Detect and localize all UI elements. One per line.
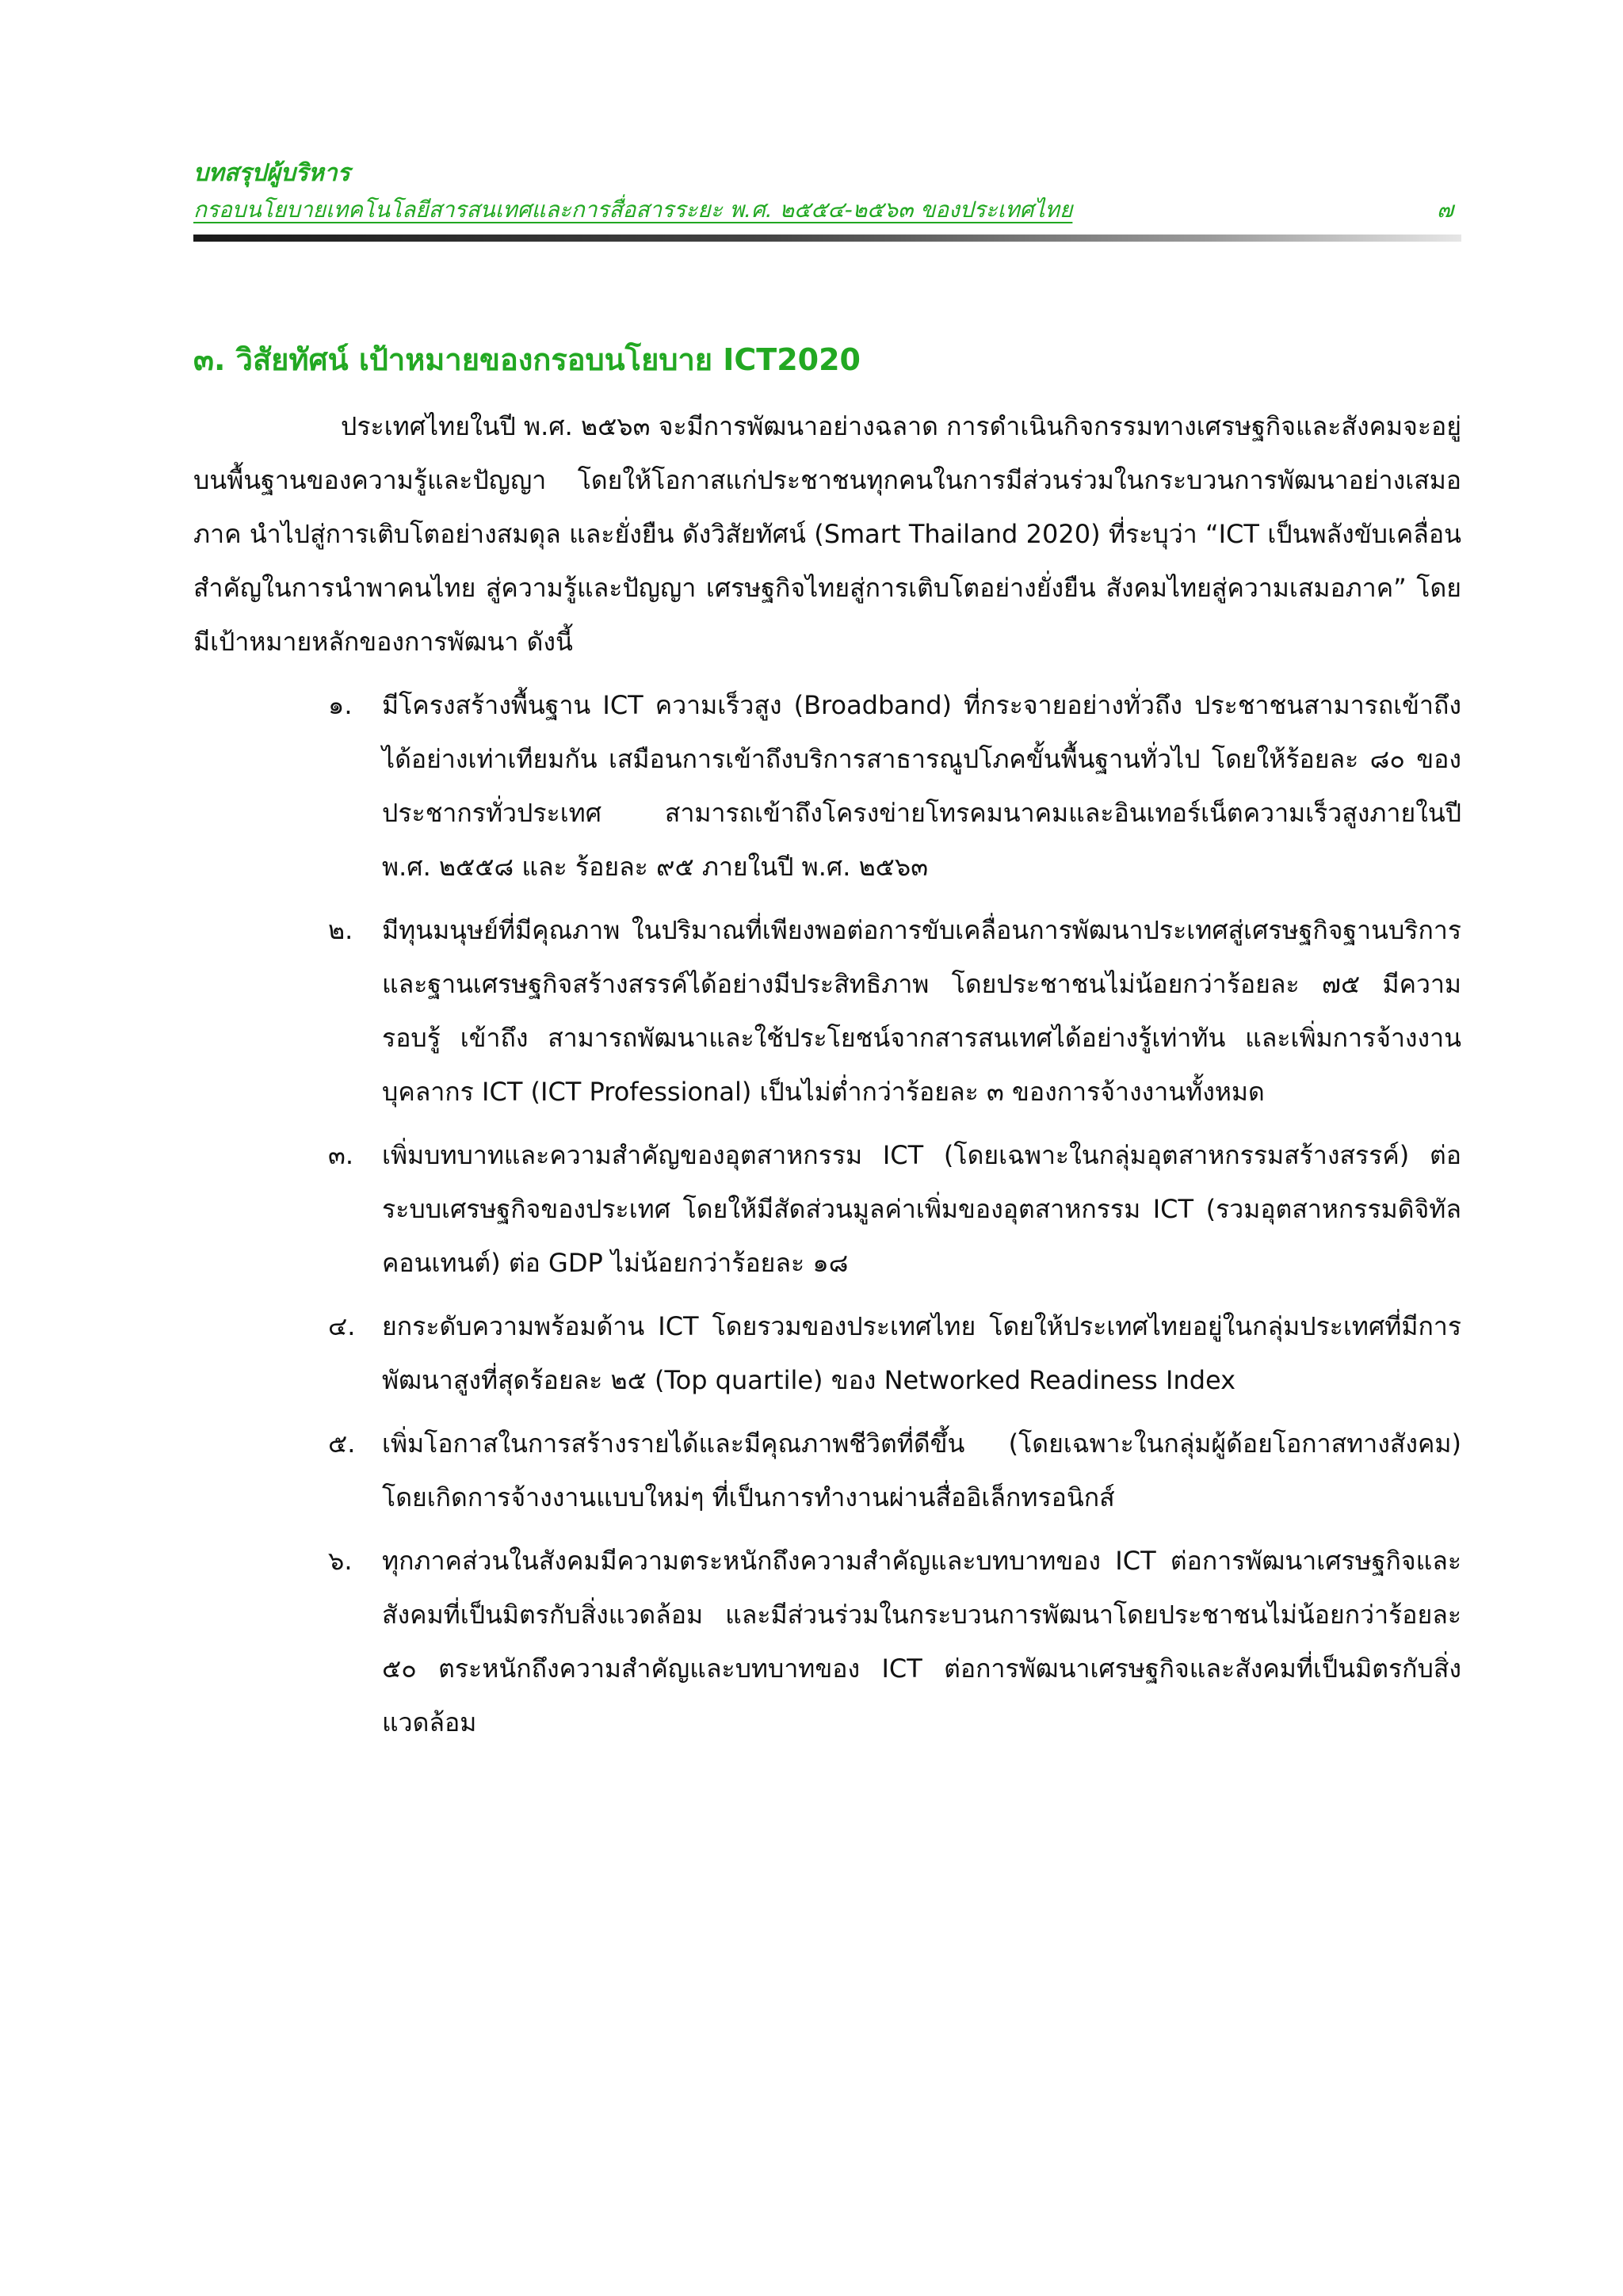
goal-text: ทุกภาคส่วนในสังคมมีความตระหนักถึงความสำคัญและบทบาทของ ICT ต่อการพัฒนาเศรษฐกิจและสังคมที่เป็นมิตรกับสิ่งแวดล้อม และมีส่วนร่วมในกระบวนการพัฒนาโดยประชาชนไม่น้อยกว่าร้อยละ ๕๐ ตระหนักถึงความสำคัญและบทบาทของ ICT ต่อการพัฒนาเศรษฐกิจและสังคมที่เป็นมิตรกับสิ่งแวดล้อม <box>382 1546 1461 1737</box>
goal-text: เพิ่มโอกาสในการสร้างรายได้และมีคุณภาพชีวิตที่ดีขึ้น (โดยเฉพาะในกลุ่มผู้ด้อยโอกาสทางสังคม) โดยเกิดการจ้างงานแบบใหม่ๆ ที่เป็นการทำงานผ่านสื่ออิเล็กทรอนิกส์ <box>382 1428 1461 1512</box>
goal-number: ๓. <box>328 1140 354 1170</box>
page-number: ๗ <box>1436 196 1453 223</box>
goal-text: มีทุนมนุษย์ที่มีคุณภาพ ในปริมาณที่เพียงพอต่อการขับเคลื่อนการพัฒนาประเทศสู่เศรษฐกิจฐานบริการและฐานเศรษฐกิจสร้างสรรค์ได้อย่างมีประสิทธิภาพ โดยประชาชนไม่น้อยกว่าร้อยละ ๗๕ มีความรอบรู้ เข้าถึง สามารถพัฒนาและใช้ประโยชน์จากสารสนเทศได้อย่างรู้เท่าทัน และเพิ่มการจ้างงานบุคลากร ICT (ICT Professional) เป็นไม่ต่ำกว่าร้อยละ ๓ ของการจ้างงานทั้งหมด <box>382 915 1461 1107</box>
goal-number: ๑. <box>328 690 353 720</box>
goal-item-1 <box>193 678 1461 894</box>
goal-item-4 <box>193 1299 1461 1407</box>
page-header <box>193 155 1469 228</box>
section-heading: ๓. วิสัยทัศน์ เป้าหมายของกรอบนโยบาย ICT2020 <box>193 342 861 377</box>
goal-text: เพิ่มบทบาทและความสำคัญของอุตสาหกรรม ICT (โดยเฉพาะในกลุ่มอุตสาหกรรมสร้างสรรค์) ต่อระบบเศรษฐกิจของประเทศ โดยให้มีสัดส่วนมูลค่าเพิ่มของอุตสาหกรรม ICT (รวมอุตสาหกรรมดิจิทัลคอนเทนต์) ต่อ GDP ไม่น้อยกว่าร้อยละ ๑๘ <box>382 1140 1461 1278</box>
header-subtitle: กรอบนโยบายเทคโนโลยีสารสนเทศและการสื่อสารระยะ พ.ศ. ๒๕๕๔-๒๕๖๓ ของประเทศไทย <box>193 196 1073 223</box>
goal-text: มีโครงสร้างพื้นฐาน ICT ความเร็วสูง (Broadband) ที่กระจายอย่างทั่วถึง ประชาชนสามารถเข้าถึงได้อย่างเท่าเทียมกัน เสมือนการเข้าถึงบริการสาธารณูปโภคขั้นพื้นฐานทั่วไป โดยให้ร้อยละ ๘๐ ของประชากรทั่วประเทศ สามารถเข้าถึงโครงข่ายโทรคมนาคมและอินเทอร์เน็ตความเร็วสูงภายในปี พ.ศ. ๒๕๕๘ และ ร้อยละ ๙๕ ภายในปี พ.ศ. ๒๕๖๓ <box>382 690 1461 882</box>
goal-item-2 <box>193 903 1461 1119</box>
goal-number: ๔. <box>328 1311 356 1341</box>
goal-number: ๖. <box>328 1546 353 1576</box>
header-title: บทสรุปผู้บริหาร <box>193 159 350 187</box>
intro-paragraph: ประเทศไทยในปี พ.ศ. ๒๕๖๓ จะมีการพัฒนาอย่างฉลาด การดำเนินกิจกรรมทางเศรษฐกิจและสังคมจะอยู่บนพื้นฐานของความรู้และปัญญา โดยให้โอกาสแก่ประชาชนทุกคนในการมีส่วนร่วมในกระบวนการพัฒนาอย่างเสมอภาค นำไปสู่การเติบโตอย่างสมดุล และยั่งยืน ดังวิสัยทัศน์ (Smart Thailand 2020) ที่ระบุว่า “ICT เป็นพลังขับเคลื่อนสำคัญในการนำพาคนไทย สู่ความรู้และปัญญา เศรษฐกิจไทยสู่การเติบโตอย่างยั่งยืน สังคมไทยสู่ความเสมอภาค” โดยมีเป้าหมายหลักของการพัฒนา ดังนี้ <box>193 411 1461 657</box>
goal-text: ยกระดับความพร้อมด้าน ICT โดยรวมของประเทศไทย โดยให้ประเทศไทยอยู่ในกลุ่มประเทศที่มีการพัฒนาสูงที่สุดร้อยละ ๒๕ (Top quartile) ของ Networked Readiness Index <box>382 1311 1461 1395</box>
goal-item-3 <box>193 1128 1461 1290</box>
goal-item-5 <box>193 1417 1461 1524</box>
header-subtitle-row <box>193 192 1453 228</box>
goal-list <box>193 678 1461 1749</box>
header-divider <box>193 235 1461 242</box>
goal-number: ๒. <box>328 915 353 945</box>
main-content <box>193 336 1461 1759</box>
goal-number: ๕. <box>328 1428 356 1459</box>
goal-item-6 <box>193 1534 1461 1749</box>
